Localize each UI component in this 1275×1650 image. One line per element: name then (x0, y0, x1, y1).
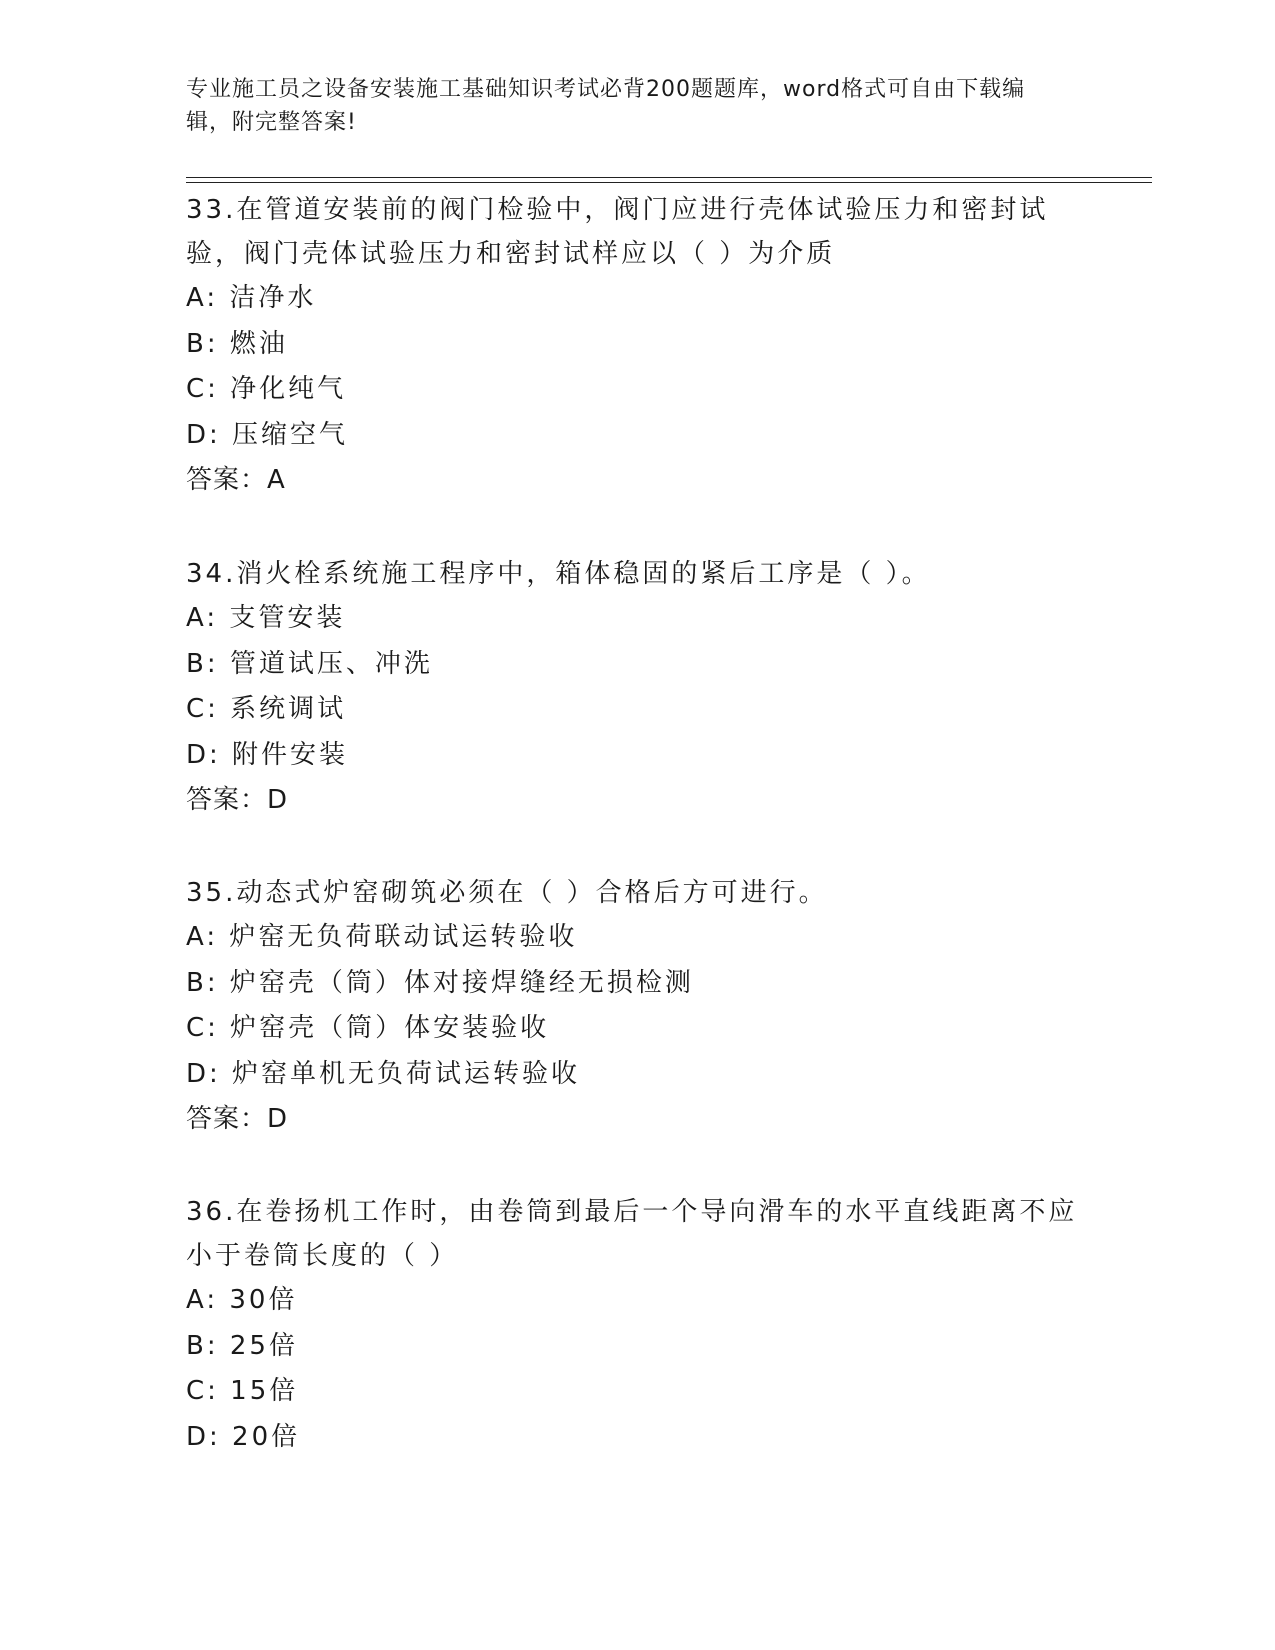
option-b: B: 炉窑壳（筒）体对接焊缝经无损检测 (186, 967, 694, 998)
option-d: D: 20倍 (186, 1421, 301, 1452)
document-header-title: 专业施工员之设备安装施工基础知识考试必背200题题库，word格式可自由下载编辑，附完整答案! (186, 77, 1026, 135)
question-stem: 34.消火栓系统施工程序中，箱体稳固的紧后工序是（ ）。 (186, 559, 931, 589)
question-36 (186, 1190, 1086, 1460)
option-d: D: 压缩空气 (186, 419, 349, 450)
answer-line: 答案：D (186, 1104, 289, 1134)
option-c: C: 炉窑壳（筒）体安装验收 (186, 1013, 550, 1043)
question-35 (186, 871, 1086, 1142)
header-divider-top (186, 177, 1152, 178)
option-a: A: 炉窑无负荷联动试运转验收 (186, 922, 578, 952)
option-b: B: 25倍 (186, 1330, 298, 1361)
option-a: A: 支管安装 (186, 603, 346, 633)
option-c: C: 净化纯气 (186, 374, 347, 404)
question-33 (186, 188, 1086, 503)
answer-line: 答案：D (186, 785, 289, 815)
option-a: A: 30倍 (186, 1285, 298, 1315)
option-c: C: 15倍 (186, 1376, 299, 1406)
header-divider-bottom (186, 182, 1152, 183)
option-c: C: 系统调试 (186, 694, 347, 724)
option-b: B: 燃油 (186, 328, 288, 359)
answer-line: 答案：A (186, 465, 286, 495)
option-d: D: 附件安装 (186, 739, 349, 770)
question-34 (186, 552, 1086, 823)
question-stem: 36.在卷扬机工作时，由卷筒到最后一个导向滑车的水平直线距离不应小于卷筒长度的（ ） (186, 1197, 1078, 1271)
question-stem: 33.在管道安装前的阀门检验中，阀门应进行壳体试验压力和密封试验，阀门壳体试验压力和密封试样应以（ ）为介质 (186, 195, 1049, 269)
option-a: A: 洁净水 (186, 283, 317, 313)
question-stem: 35.动态式炉窑砌筑必须在（ ）合格后方可进行。 (186, 878, 828, 908)
option-b: B: 管道试压、冲洗 (186, 648, 433, 679)
option-d: D: 炉窑单机无负荷试运转验收 (186, 1058, 581, 1089)
